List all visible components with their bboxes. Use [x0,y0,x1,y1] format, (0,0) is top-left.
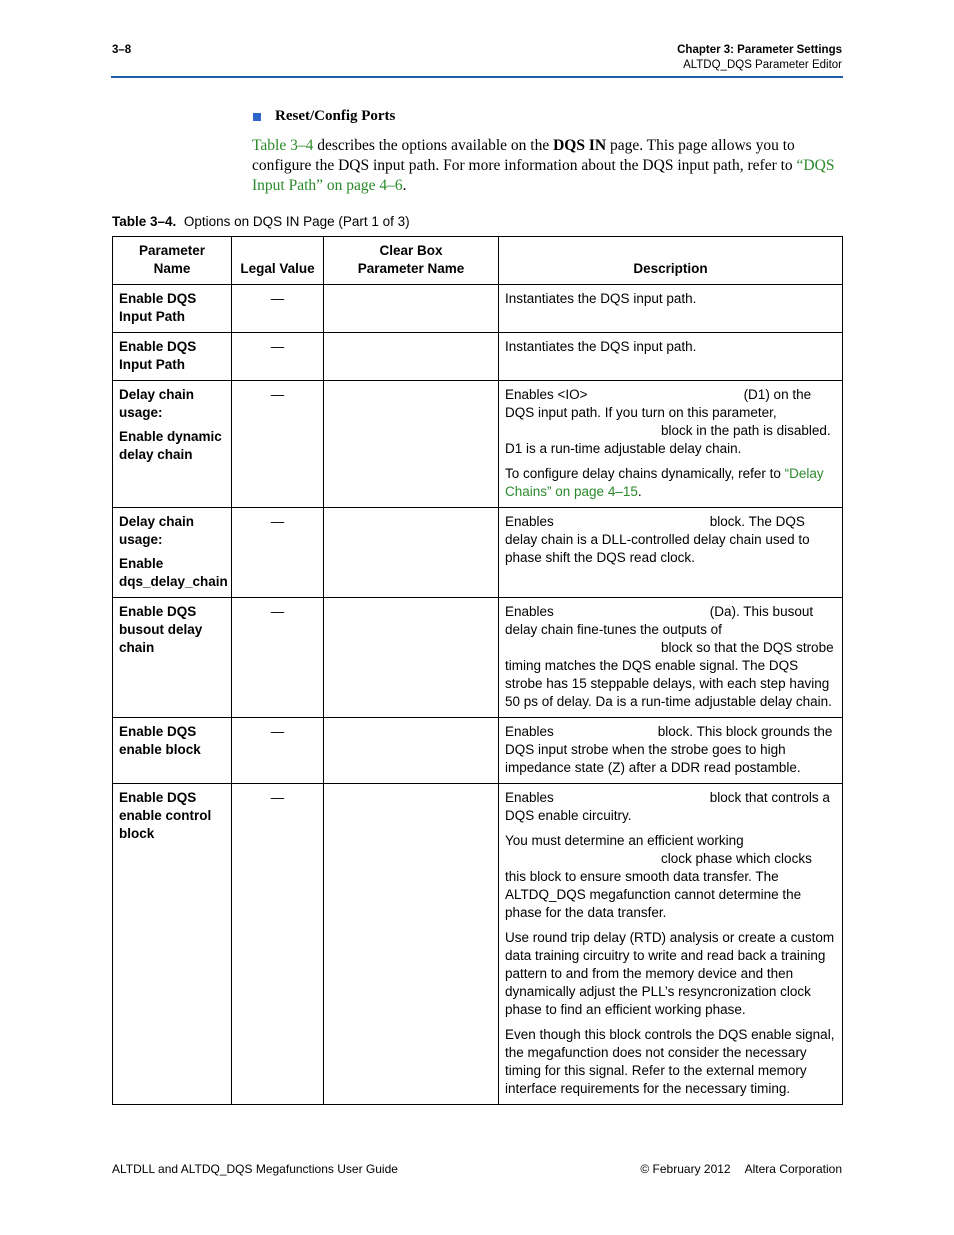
description-paragraph: Instantiates the DQS input path. [505,339,697,354]
footer-company: Altera Corporation [744,1162,842,1176]
clear-box-name-cell [324,381,499,508]
parameter-name-cell [113,285,232,333]
running-header [677,43,842,73]
intro-text: page. This page allows you to configure the DQS input path. For more information about the DQS input path, refer to [252,137,797,174]
parameter-name-cell [113,718,232,784]
parameter-name: Enable DQS enable control block [119,790,212,841]
description-cell [499,598,843,718]
page-number: 3–8 [112,44,132,56]
clear-box-name-cell [324,508,499,598]
table-header-row [113,237,843,285]
caption-label: Table 3–4. [112,214,177,229]
parameter-name: Enable DQS busout delay chain [119,604,203,655]
parameter-name: Delay chain usage: [119,387,195,420]
section-title: ALTDQ_DQS Parameter Editor [683,59,842,71]
description-paragraph: Enables block. The DQS delay chain is a DLL-controlled delay chain used to phase shift the DQS read clock. [505,514,810,565]
chapter-title: Chapter 3: Parameter Settings [677,44,842,56]
table-row [113,598,843,718]
legal-value-cell: — [232,508,324,598]
column-header: Clear Box Parameter Name [324,237,499,285]
table-row [113,718,843,784]
parameter-name: Delay chain usage: [119,514,195,547]
footer-right [640,1162,842,1176]
column-header: Legal Value [232,237,324,285]
description-paragraph: Enables block. This block grounds the DQS input strobe when the strobe goes to high impedance state (Z) after a DDR read postamble. [505,724,833,775]
clear-box-name-cell [324,598,499,718]
parameter-name-cell [113,333,232,381]
description-paragraph: To configure delay chains dynamically, refer to “Delay Chains” on page 4–15. [505,466,824,499]
intro-paragraph [252,136,842,196]
parameter-name-cell [113,784,232,1105]
bullet-item [253,108,395,125]
legal-value-cell: — [232,784,324,1105]
legal-value-cell: — [232,381,324,508]
legal-value-cell: — [232,718,324,784]
square-bullet-icon [253,113,261,121]
intro-text: describes the options available on the [313,137,554,154]
table-row [113,285,843,333]
parameter-name: Enable DQS Input Path [119,291,197,324]
options-table [112,236,843,1105]
caption-text: Options on DQS IN Page (Part 1 of 3) [183,214,410,229]
clear-box-name-cell [324,718,499,784]
description-cell [499,381,843,508]
clear-box-name-cell [324,784,499,1105]
table-row [113,381,843,508]
parameter-name: Enable dynamic delay chain [119,429,222,462]
delay-chains-link[interactable]: “Delay Chains” on page 4–15 [505,466,824,499]
description-paragraph: Even though this block controls the DQS enable signal, the megafunction does not consider the necessary timing for this signal. Refer to the external memory interface requirements for the necessary timing. [505,1027,835,1096]
table-row [113,508,843,598]
bullet-text: Reset/Config Ports [275,108,396,124]
dqs-input-path-link[interactable]: “DQS Input Path” on page 4–6 [252,157,835,194]
description-paragraph: Use round trip delay (RTD) analysis or create a custom data training circuitry to write and read back a training pattern to and from the memory device and then dynamically adjust the PLL’s resyncronization clock phase to find an efficient working phase. [505,930,835,1017]
clear-box-name-cell [324,333,499,381]
parameter-name-cell [113,598,232,718]
intro-bold: DQS IN [553,137,607,154]
legal-value-cell: — [232,598,324,718]
table-row [113,333,843,381]
parameter-name: Enable DQS enable block [119,724,201,757]
description-cell [499,333,843,381]
parameter-name: Enable DQS Input Path [119,339,197,372]
description-cell [499,784,843,1105]
description-paragraph: Enables <IO> (D1) on the DQS input path. If you turn on this parameter,block in the path is disabled. D1 is a run-time adjustable delay chain. [505,387,831,456]
description-cell [499,508,843,598]
description-cell [499,718,843,784]
column-header: Parameter Name [113,237,232,285]
description-paragraph: You must determine an efficient workingclock phase which clocks this block to ensure smooth data transfer. The ALTDQ_DQS megafunction cannot determine the phase for the data transfer. [505,833,812,920]
table-caption [112,214,410,229]
description-cell [499,285,843,333]
description-paragraph: Enables (Da). This busout delay chain fine-tunes the outputs ofblock so that the DQS strobe timing matches the DQS enable signal. The DQS strobe has 15 steppable delays, with each step having 50 ps of delay. Da is a run-time adjustable delay chain. [505,604,834,709]
clear-box-name-cell [324,285,499,333]
footer-date: © February 2012 [640,1162,731,1176]
parameter-name-cell [113,381,232,508]
footer-guide-title: ALTDLL and ALTDQ_DQS Megafunctions User Guide [112,1162,398,1176]
intro-text: . [402,177,407,194]
table-row [113,784,843,1105]
parameter-name-cell [113,508,232,598]
description-paragraph: Enables block that controls a DQS enable circuitry. [505,790,830,823]
description-paragraph: Instantiates the DQS input path. [505,291,697,306]
header-rule [111,76,843,78]
table-reference-link[interactable]: Table 3–4 [252,137,314,154]
legal-value-cell: — [232,285,324,333]
legal-value-cell: — [232,333,324,381]
parameter-name: Enable dqs_delay_chain [119,556,228,589]
column-header: Description [499,237,843,285]
